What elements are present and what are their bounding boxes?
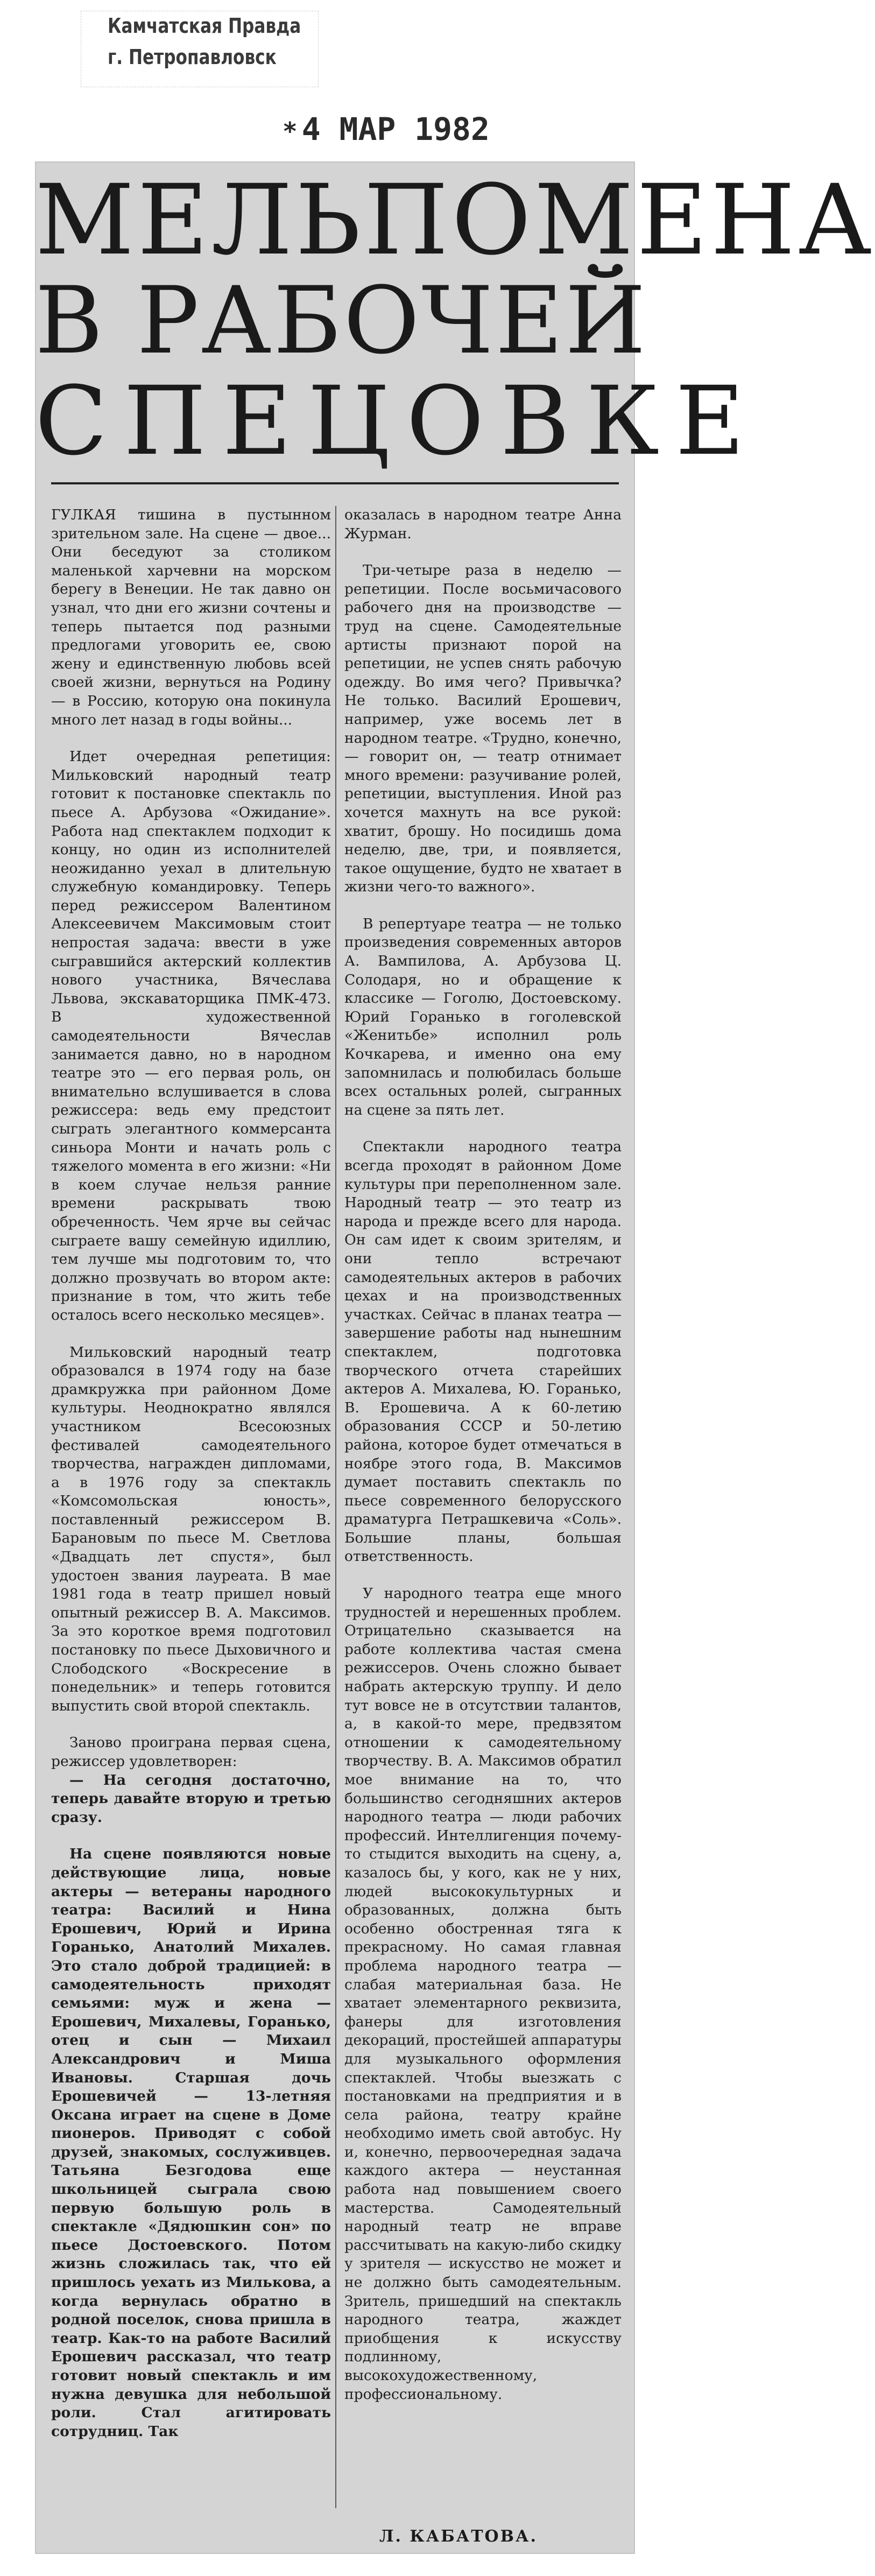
newspaper-clipping [35,161,875,2554]
article-paragraph: Заново проиграна первая сцена, режиссер удовлетворен: [51,1734,331,1770]
article-paragraph: Спектакли народного театра всегда проходят в районном Доме культуры при переполненном зале. Народный театр — это театр из народа и прежде всего для народа. Он сам идет к своим зрителям, и они тепло встречают самодеятельных актеров в рабочих цехах и на производственных участках. Сейчас в планах театра — завершение работы над нынешним спектаклем, подготовка творческого отчета старейших актеров А. Михалева, Ю. Горанько, В. Ерошевича. А к 60-летию образования СССР и 50-летию района, которое будет отмечаться в ноябре этого года, В. Максимов думает поставить спектакль по пьесе современного белорусского драматурга Петрашкевича «Соль». Большие планы, большая ответственность. [344,1138,622,1565]
column-divider [335,506,336,2508]
date-stamp [283,108,490,151]
newspaper-city: г. Петропавловск [108,45,277,69]
article-column-right [344,506,622,2519]
stamp-star-icon: * [283,117,298,146]
article-paragraph: ГУЛКАЯ тишина в пустынном зрительном зале. На сцене — двое... Они беседуют за столиком маленькой харчевни на морском берегу в Венеции. Не так давно он узнал, что дни его жизни сочтены и теперь пытается под разными предлогами уговорить ее, свою жену и единственную любовь всей своей жизни, вернуться на Родину — в Россию, которую она покинула много лет назад в годы войны... [51,506,331,728]
headline-line-2: В РАБОЧЕЙ [35,266,648,375]
stamp-date: 4 МАР 1982 [301,111,490,147]
article-paragraph: Идет очередная репетиция: Мильковский народный театр готовит к постановке спектакль по пьесе А. Арбузова «Ожидание». Работа над спектаклем подходит к концу, но один из исполнителей неожиданно уехал в длительную служебную командировку. Теперь перед режиссером Валентином Алексеевичем Максимовым стоит непростая задача: ввести в уже сыгравшийся актерский коллектив нового участника, Вячеслава Львова, экскаваторщика ПМК-473. В художественной самодеятельности Вячеслав занимается давно, но в народном театре это — его первая роль, он внимательно вслушивается в слова режиссера: ведь ему предстоит сыграть элегантного коммерсанта синьора Монти и начать роль с тяжелого момента в его жизни: «Ни в коем случае нельзя ранние времени раскрывать твою обреченность. Чем ярче вы сейчас сыграете вашу семейную идиллию, тем лучше мы подготовим то, что должно прозвучать во втором акте: признание в том, что жить тебе осталось всего несколько месяцев». [51,748,331,1324]
article-paragraph: В репертуаре театра — не только произведения современных авторов А. Вампилова, А. Арбузова Ц. Солодаря, но и обращение к классике — Гоголю, Достоевскому. Юрий Горанько в гоголевской «Женитьбе» исполнил роль Кочкарева, и именно она ему запомнилась и полюбилась больше всех остальных ролей, сыгранных на сцене за пять лет. [344,915,622,1118]
newspaper-name: Камчатская Правда [108,14,301,38]
headline-line-1: МЕЛЬПОМЕНА [35,164,875,277]
article-paragraph: Три-четыре раза в неделю — репетиции. После восьмичасового рабочего дня на производстве — труд на сцене. Самодеятельные артисты признают порой на репетиции, не успев снять рабочую одежду. Во имя чего? Привычка? Не только. Василий Ерошевич, например, уже восемь лет в народном театре. «Трудно, конечно, — говорит он, — театр отнимает много времени: разучивание ролей, репетиции, выступления. Иной раз хочется махнуть на все рукой: хватит, брошу. Но посидишь дома неделю, две, три, и появляется, такое ощущение, будто не хватает в жизни чего-то важного». [344,562,622,896]
author-signature: Л. КАБАТОВА. [379,2527,538,2546]
article-column-left [51,506,331,2519]
article-paragraph: На сцене появляются новые действующие лица, новые актеры — ветераны народного театра: Василий и Нина Ерошевич, Юрий и Ирина Горанько, Анатолий Михалев. Это стало доброй традицией: в самодеятельность приходят семьями: муж и жена — Ерошевич, Михалевы, Горанько, отец и сын — Михаил Александрович и Миша Ивановы. Старшая дочь Ерошевичей — 13-летняя Оксана играет на сцене в Доме пионеров. Приводят с собой друзей, знакомых, сослуживцев. Татьяна Безгодова еще школьницей сыграла свою первую большую роль в спектакле «Дядюшкин сон» по пьесе Достоевского. Потом жизнь сложилась так, что ей пришлось уехать из Милькова, а когда вернулась обратно в родной поселок, снова пришла в театр. Как-то на работе Василий Ерошевич рассказал, что театр готовит новый спектакль и им нужна девушка для небольшой роли. Стал агитировать сотрудниц. Так [51,1846,331,2440]
headline-line-3: СПЕЦОВКЕ [35,366,761,476]
article-paragraph: — На сегодня достаточно, теперь давайте вторую и третью сразу. [51,1771,331,1826]
article-paragraph: Мильковский народный театр образовался в 1974 году на базе драмкружка при районном Доме культуры. Неоднократно являлся участником Всесоюзных фестивалей самодеятельного творчества, награжден дипломами, а в 1976 году за спектакль «Комсомольская юность», поставленный режиссером В. Барановым по пьесе М. Светлова «Двадцать лет спустя», был удостоен звания лауреата. В мае 1981 года в театр пришел новый опытный режиссер В. А. Максимов. За это короткое время подготовил постановку по пьесе Дыховичного и Слободского «Воскресение в понедельник» и теперь готовится выпустить свой второй спектакль. [51,1343,331,1714]
article-paragraph: У народного театра еще много трудностей и нерешенных проблем. Отрицательно сказывается на работе коллектива частая смена режиссеров. Очень сложно бывает набрать актерскую труппу. И дело тут вовсе не в отсутствии талантов, а, в какой-то мере, предвзятом отношении к самодеятельному творчеству. В. А. Максимов обратил мое внимание на то, что большинство сегодняшних актеров народного театра — люди рабочих профессий. Интеллигенция почему-то стыдится выходить на сцену, а, казалось бы, у кого, как не у них, людей высококультурных и образованных, должна быть особенно обостренная тяга к прекрасному. Но самая главная проблема народного театра — слабая материальная база. Не хватает элементарного реквизита, фанеры для изготовления декораций, простейшей аппаратуры для музыкального оформления спектаклей. Чтобы выезжать с постановками на предприятия и в села района, театру крайне необходимо иметь свой автобус. Ну и, конечно, первоочередная задача каждого актера — неустанная работа над повышением своего мастерства. Самодеятельный народный театр не вправе рассчитывать на какую-либо скидку у зрителя — искусство не может и не должно быть самодеятельным. Зритель, пришедший на спектакль народного театра, жаждет приобщения к искусству подлинному, высокохудожественному, профессиональному. [344,1585,622,2403]
article-paragraph: оказалась в народном театре Анна Журман. [344,506,622,542]
headline-rule [51,482,619,484]
